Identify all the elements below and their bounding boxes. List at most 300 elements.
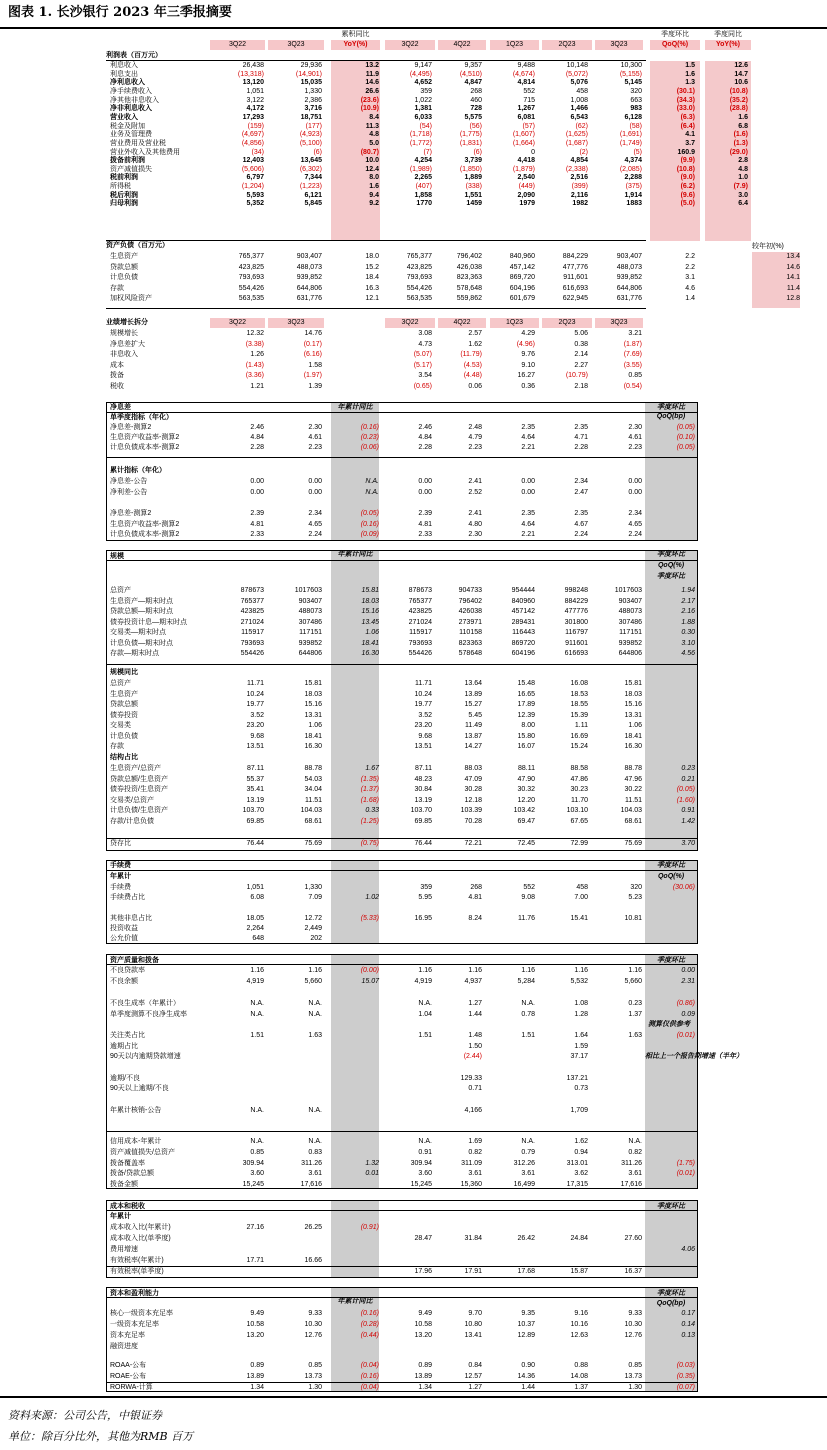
quarter-value: 5,845 [304, 200, 322, 208]
yoy-value: 1.6 [738, 113, 748, 121]
cum-yoy-value: (0.05) [360, 510, 379, 517]
quarter-value: 15.39 [570, 711, 588, 719]
quarter-value: 2.34 [628, 510, 642, 517]
row-label: 债券投资计息—期末时点 [110, 618, 187, 626]
vs-begin-header: 较年初(%) [752, 243, 784, 250]
quarter-value: 320 [630, 884, 642, 891]
quarter-value: 0.85 [308, 1362, 322, 1369]
quarter-value: 1,858 [414, 191, 432, 199]
quarter-value: 4.84 [418, 434, 432, 441]
row-label: 生息资产收益率-测算2 [110, 434, 180, 441]
quarter-value: 31.84 [464, 1235, 482, 1242]
quarter-value: 273971 [458, 618, 482, 626]
cum-yoy-value: 9.2 [369, 200, 379, 208]
row-label: RORWA-计算 [110, 1384, 153, 1391]
row-label: 贷款总额 [110, 263, 138, 271]
quarter-value: N.A. [308, 1011, 322, 1018]
quarter-value: 15,360 [460, 1181, 482, 1188]
quarter-value: 7,344 [304, 174, 322, 182]
quarter-value: 116443 [512, 629, 535, 636]
row-label: 拨备/贷款总额 [110, 1170, 154, 1177]
quarter-value: 12.76 [304, 1332, 322, 1339]
row-label: 拨备前利润 [110, 157, 145, 165]
quarter-value: 0.00 [250, 488, 264, 496]
cum-yoy-value: (1.35) [360, 775, 379, 783]
cell-value: 16.27 [517, 372, 535, 379]
quarter-value: 840,960 [509, 253, 535, 260]
row-label: ROAE-公布 [110, 1373, 147, 1380]
quarter-value: 70.28 [464, 817, 482, 825]
qoq-value: 1.5 [685, 62, 695, 69]
quarter-value: 47.96 [624, 775, 642, 783]
quarter-value: 6,081 [517, 113, 535, 121]
quarter-value: 458 [576, 884, 588, 891]
cell-value: 0.06 [468, 382, 482, 390]
row-label: 规模增长 [110, 330, 138, 337]
quarter-value: 117151 [619, 629, 642, 636]
scale-qoq-header-1: 季度环比 [657, 551, 685, 558]
nim-cum-header: 年累计同比 [337, 404, 373, 411]
quarter-value: 75.69 [624, 840, 642, 847]
decomp-column-header: 4Q22 [438, 318, 486, 328]
cum-yoy-value: 0.01 [365, 1170, 379, 1177]
quarter-value: 3.61 [521, 1170, 535, 1177]
quarter-value: 17,616 [620, 1181, 642, 1188]
quarter-value: 115917 [241, 629, 264, 636]
row-label: 利息支出 [110, 70, 138, 78]
quarter-value: 488,073 [616, 263, 642, 271]
quarter-value: 0.71 [468, 1085, 482, 1092]
quarter-value: 5.95 [418, 894, 432, 901]
quarter-value: 19.77 [246, 701, 264, 708]
aq-section-title: 资产质量和拨备 [110, 957, 159, 964]
qoq-value: (30.06) [672, 884, 695, 891]
qoq-value: 1.4 [685, 295, 695, 302]
quarter-value: 5,145 [624, 79, 642, 87]
quarter-value: 9.68 [250, 732, 264, 740]
scale-section-title: 规模 [110, 553, 124, 560]
cum-yoy-value: (0.04) [360, 1362, 379, 1369]
quarter-value: 15.24 [570, 743, 588, 750]
cum-yoy-value: 18.41 [361, 639, 379, 647]
balance-section-title: 资产负债（百万元） [106, 242, 169, 249]
cost-qoq-header-1: 季度环比 [657, 1203, 685, 1210]
quarter-value: 13.73 [624, 1373, 642, 1380]
cum-yoy-value: 11.9 [365, 70, 379, 78]
quarter-value: 631,776 [296, 295, 322, 302]
quarter-value: 0.00 [250, 478, 264, 485]
quarter-value: 27.60 [624, 1235, 642, 1242]
quarter-value: (4,495) [409, 70, 432, 78]
quarter-value: 1,889 [464, 174, 482, 182]
cum-yoy-value: 8.4 [369, 113, 379, 121]
aq-frame-qoq-band [645, 955, 697, 1188]
quarter-value: 18.05 [246, 915, 264, 922]
quarter-value: 4,172 [246, 105, 264, 113]
quarter-value: 3.60 [250, 1170, 264, 1177]
quarter-value: 728 [470, 105, 482, 113]
quarter-value: 14.36 [517, 1373, 535, 1380]
row-label: 不良生成率（年累计） [110, 1000, 180, 1007]
quarter-value: 320 [630, 87, 642, 95]
yoy-value: 14.7 [734, 70, 748, 78]
scale-cum-header: 年累计同比 [337, 551, 373, 558]
quarter-value: 5,660 [304, 978, 322, 985]
row-label: 税前利润 [110, 174, 138, 182]
quarter-value: 47.86 [570, 775, 588, 783]
decomp-column-header: 3Q23 [268, 318, 324, 328]
row-label: 有效税率(单季度) [110, 1268, 164, 1275]
nim-section-title: 净息差 [110, 404, 131, 411]
quarter-value: 5,660 [624, 978, 642, 985]
decomp-section-title: 业绩增长拆分 [106, 319, 148, 326]
cell-value: (4.53) [463, 361, 482, 369]
quarter-value: 1.62 [574, 1138, 588, 1145]
quarter-value: 796,402 [456, 253, 482, 260]
quarter-value: 1.11 [574, 722, 588, 729]
quarter-value: 10.24 [246, 690, 264, 698]
row-label: 计息负债/生息资产 [110, 807, 168, 814]
quarter-value: 5,284 [517, 978, 535, 985]
cell-value: (1.43) [245, 361, 264, 369]
quarter-value: 1.28 [574, 1011, 588, 1018]
qoq-value: 1.94 [681, 587, 695, 594]
quarter-value: 765,377 [406, 253, 432, 260]
quarter-value: (54) [419, 122, 432, 130]
quarter-value: 2.35 [521, 510, 535, 517]
quarter-value: 129.33 [460, 1075, 482, 1082]
quarter-value: 15,245 [410, 1181, 432, 1188]
cell-value: 0.36 [521, 382, 535, 390]
qoq-header-1: 季度环比 [661, 31, 689, 38]
yoy-value: 2.8 [738, 157, 748, 165]
quarter-value: 13.51 [246, 743, 264, 750]
quarter-value: 1459 [466, 200, 482, 208]
quarter-value: 4.71 [574, 434, 588, 441]
cell-value: (0.17) [303, 340, 322, 348]
yoy-value: (1.3) [733, 139, 748, 147]
cum-yoy-value: (0.16) [360, 1373, 379, 1380]
quarter-value: 1.64 [574, 1032, 588, 1039]
quarter-value: 72.21 [464, 840, 482, 847]
cap-last-rule [106, 1382, 698, 1383]
quarter-value: 0.00 [308, 488, 322, 496]
quarter-value: 0.84 [468, 1362, 482, 1369]
quarter-value: 4,937 [464, 978, 482, 985]
quarter-value: 17,293 [242, 113, 264, 121]
quarter-value: 24.84 [570, 1235, 588, 1242]
row-label: 债券投资 [110, 711, 138, 719]
qoq-value: (0.03) [676, 1362, 695, 1369]
quarter-value: 488073 [618, 608, 642, 615]
quarter-value: 16.30 [624, 743, 642, 750]
quarter-value: 904733 [458, 587, 482, 594]
cum-yoy-value: 9.4 [369, 191, 379, 199]
quarter-value: 10.81 [624, 915, 642, 922]
decomp-column-header: 2Q23 [542, 318, 592, 328]
quarter-value: 4.64 [521, 520, 535, 528]
cell-value: 0.85 [628, 372, 642, 379]
quarter-value: 4,254 [414, 157, 432, 165]
quarter-value: N.A. [308, 1107, 322, 1114]
qoq-value: 160.9 [677, 148, 695, 156]
quarter-value: 26,438 [242, 62, 264, 69]
quarter-value: 488073 [298, 608, 322, 615]
qoq-value: (9.9) [680, 157, 695, 165]
qoq-value: 0.30 [681, 629, 695, 636]
quarter-value: 117151 [299, 629, 322, 636]
row-label: 存款—期末时点 [110, 650, 159, 657]
quarter-value: 12,403 [242, 157, 264, 165]
quarter-value: 115917 [409, 629, 432, 636]
quarter-value: 13.31 [304, 711, 322, 719]
cell-value: 2.57 [468, 330, 482, 337]
quarter-value: 0.00 [628, 488, 642, 496]
row-label: 资本充足率 [110, 1332, 145, 1339]
cum-yoy-value: 18.0 [365, 253, 379, 260]
quarter-value: 4,919 [246, 978, 264, 985]
quarter-value: 10,148 [566, 62, 588, 69]
quarter-value: 1.50 [468, 1043, 482, 1050]
row-label: 营业费用及营业税 [110, 139, 166, 147]
quarter-value: 17.91 [464, 1268, 482, 1275]
quarter-value: 5,076 [570, 79, 588, 87]
row-label: 交易类—期末时点 [110, 629, 166, 636]
cum-yoy-value: (0.75) [360, 840, 379, 847]
quarter-value: 878673 [408, 587, 432, 594]
row-label: 成本收入比(年累计) [110, 1224, 171, 1231]
quarter-value: 9.33 [308, 1310, 322, 1317]
cell-value: 1.39 [308, 382, 322, 390]
row-label: 费用增速 [110, 1246, 138, 1253]
quarter-value: 48.23 [414, 775, 432, 783]
quarter-value: 1.44 [468, 1011, 482, 1018]
quarter-value: 554,426 [238, 284, 264, 292]
quarter-value: 6,543 [570, 113, 588, 121]
quarter-value: 2.35 [574, 510, 588, 517]
vs-begin-value: 12.8 [786, 295, 800, 302]
quarter-value: 11.51 [305, 796, 322, 804]
cum-yoy-value: (0.16) [360, 1310, 379, 1317]
quarter-value: 1.48 [468, 1032, 482, 1039]
quarter-value: 4.81 [418, 520, 432, 528]
quarter-value: 9,488 [517, 62, 535, 69]
quarter-value: 110158 [459, 629, 482, 636]
quarter-value: 15.16 [304, 701, 322, 708]
quarter-value: 793,693 [238, 274, 264, 281]
quarter-value: 16.30 [304, 743, 322, 750]
quarter-value: 578648 [458, 650, 482, 657]
qoq-value: (0.05) [676, 424, 695, 431]
quarter-value: 644,806 [296, 284, 322, 292]
quarter-value: 9.68 [418, 732, 432, 740]
quarter-value: 15.16 [624, 701, 642, 708]
quarter-value: 17,315 [566, 1181, 588, 1188]
cum-yoy-value: (1.68) [360, 796, 379, 804]
page-title: 图表 1. 长沙银行 2023 年三季报摘要 [8, 5, 232, 20]
quarter-value: 2.47 [574, 488, 588, 496]
quarter-value: 1,709 [570, 1107, 588, 1114]
quarter-value: 1.16 [628, 967, 642, 974]
quarter-value: N.A. [418, 1000, 432, 1007]
row-label: 手续费 [110, 884, 131, 891]
quarter-value: 9.16 [574, 1310, 588, 1317]
yoy-value: (29.0) [729, 148, 748, 156]
quarter-value: 17.71 [246, 1257, 264, 1264]
quarter-value: 7.09 [308, 894, 322, 901]
quarter-value: 423825 [240, 608, 264, 615]
cell-value: (1.97) [303, 372, 322, 379]
row-label: 计息负债 [110, 732, 138, 740]
cell-value: 9.76 [521, 351, 535, 358]
row-label: 净利差-公告 [110, 488, 148, 496]
quarter-value: 16.66 [304, 1257, 322, 1264]
quarter-value: 9.49 [250, 1310, 264, 1317]
quarter-value: 13.19 [414, 796, 432, 804]
row-label: 公允价值 [110, 935, 138, 942]
quarter-value: 631,776 [616, 295, 642, 302]
quarter-value: 578,648 [456, 284, 482, 292]
quarter-value: 88.58 [570, 765, 588, 772]
quarter-value: 13,645 [300, 157, 322, 165]
row-label: 计息负债成本率-测算2 [110, 531, 180, 538]
cap-cum-header: 年累计同比 [337, 1298, 373, 1305]
aq-mid-rule [106, 1131, 698, 1132]
cum-yoy-value: (0.09) [360, 531, 379, 538]
quarter-value: 12.57 [464, 1373, 482, 1380]
quarter-value: 426,038 [456, 263, 482, 271]
quarter-value: 869720 [511, 639, 535, 647]
row-label: 计息负债—期末时点 [110, 639, 173, 647]
quarter-value: N.A. [521, 1000, 535, 1007]
cell-value: 2.27 [574, 361, 588, 369]
quarter-value: 878673 [240, 587, 264, 594]
quarter-value: 0.00 [418, 488, 432, 496]
quarter-value: 2,386 [304, 96, 322, 104]
cum-yoy-value: 14.6 [365, 79, 379, 87]
scale-qoq-header-2: QoQ(%) [657, 562, 685, 569]
aq-note-growth: 相比上一个报告期增速（半年） [645, 1053, 743, 1060]
quarter-value: 4,652 [414, 79, 432, 87]
quarter-value: 2,265 [414, 174, 432, 182]
quarter-value: (4,510) [459, 70, 482, 78]
quarter-value: 2.30 [628, 424, 642, 431]
yoy-value: (1.6) [733, 131, 748, 139]
quarter-value: 2,264 [246, 925, 264, 932]
quarter-value: 11.71 [247, 680, 264, 687]
quarter-value: 903407 [618, 597, 642, 605]
qoq-value: 0.14 [681, 1321, 695, 1328]
quarter-value: (449) [518, 183, 535, 191]
cum-yoy-value: 1.06 [365, 629, 379, 636]
quarter-value: 28.47 [414, 1235, 432, 1242]
quarter-value: 4.84 [250, 434, 264, 441]
quarter-value: 552 [523, 87, 535, 95]
quarter-value: (1,204) [241, 183, 264, 191]
quarter-value: (4,697) [241, 131, 264, 139]
nim-head-rule [106, 412, 698, 413]
row-label: 净息差-测算2 [110, 424, 152, 431]
cost-head-rule [106, 1210, 698, 1211]
cell-value: 3.21 [628, 330, 642, 337]
quarter-value: 6,797 [246, 174, 264, 182]
quarter-value: 13.89 [414, 1373, 432, 1380]
row-label: 存款 [110, 743, 124, 750]
quarter-value: (2) [579, 148, 588, 156]
cum-yoy-value: (0.91) [360, 1224, 379, 1231]
quarter-value: 903,407 [296, 253, 322, 260]
quarter-value: 604196 [511, 650, 535, 657]
qoq-value: 1.3 [685, 79, 695, 87]
quarter-value: 1.27 [468, 1384, 482, 1391]
quarter-value: 301800 [564, 618, 588, 626]
quarter-value: 2.23 [468, 444, 482, 451]
quarter-value: 1,022 [414, 96, 432, 104]
quarter-value: 16.65 [517, 690, 535, 698]
quarter-value: 23.20 [246, 722, 264, 729]
qoq-value: 4.1 [685, 131, 695, 139]
quarter-value: 4.65 [628, 520, 642, 528]
quarter-value: (2,085) [619, 165, 642, 173]
quarter-value: N.A. [418, 1138, 432, 1145]
quarter-value: 116797 [565, 629, 588, 636]
quarter-value: 18.41 [304, 732, 322, 740]
cell-value: (6.16) [303, 351, 322, 358]
cell-value: (11.79) [460, 351, 482, 358]
qoq-value: (6.4) [680, 122, 695, 130]
quarter-value: 1.63 [308, 1032, 322, 1039]
quarter-value: 793693 [240, 639, 264, 647]
qoq-value: 3.70 [681, 840, 695, 847]
cap-qoq-header-1: 季度环比 [657, 1290, 685, 1297]
quarter-value: 104.03 [300, 807, 322, 814]
scale-mix-title: 结构占比 [110, 754, 138, 761]
quarter-value: 1017603 [614, 587, 642, 594]
nim-sub-2: 累计指标（年化） [110, 467, 166, 474]
yoy-value: 6.4 [738, 200, 748, 208]
quarter-value: 0.83 [308, 1149, 322, 1156]
quarter-value: 18.55 [570, 701, 588, 708]
cell-value: 5.06 [574, 330, 588, 337]
quarter-value: 67.65 [570, 817, 588, 825]
fee-section-title: 手续费 [110, 862, 131, 869]
cum-yoy-value: 12.1 [365, 295, 379, 302]
quarter-value: 884229 [564, 597, 588, 605]
row-label: 净其他非息收入 [110, 96, 159, 104]
quarter-value: 16.69 [570, 732, 588, 740]
quarter-value: 15.41 [570, 915, 588, 922]
cum-yoy-value: 13.2 [365, 62, 379, 69]
quarter-value: 1.06 [308, 722, 322, 729]
scale-yoy-title: 规模同比 [110, 669, 138, 676]
quarter-value: 939852 [298, 639, 322, 647]
quarter-value: 18.03 [304, 690, 322, 698]
row-label: 交易类/总资产 [110, 796, 154, 804]
quarter-value: 911,601 [563, 274, 588, 281]
cum-yoy-value: (80.7) [360, 148, 379, 156]
quarter-value: 2.24 [628, 531, 642, 538]
quarter-value: (1,772) [409, 139, 432, 147]
yoy-value: (28.8) [729, 105, 748, 113]
cum-yoy-value: (0.00) [360, 967, 379, 974]
bottom-rule [0, 1396, 827, 1398]
quarter-value: 307486 [618, 618, 642, 626]
quarter-value: 87.11 [415, 765, 432, 772]
row-label: 非息收入 [110, 351, 138, 358]
quarter-value: 477776 [564, 608, 588, 615]
quarter-value: 1.63 [628, 1032, 642, 1039]
qoq-value: 0.91 [681, 807, 695, 814]
